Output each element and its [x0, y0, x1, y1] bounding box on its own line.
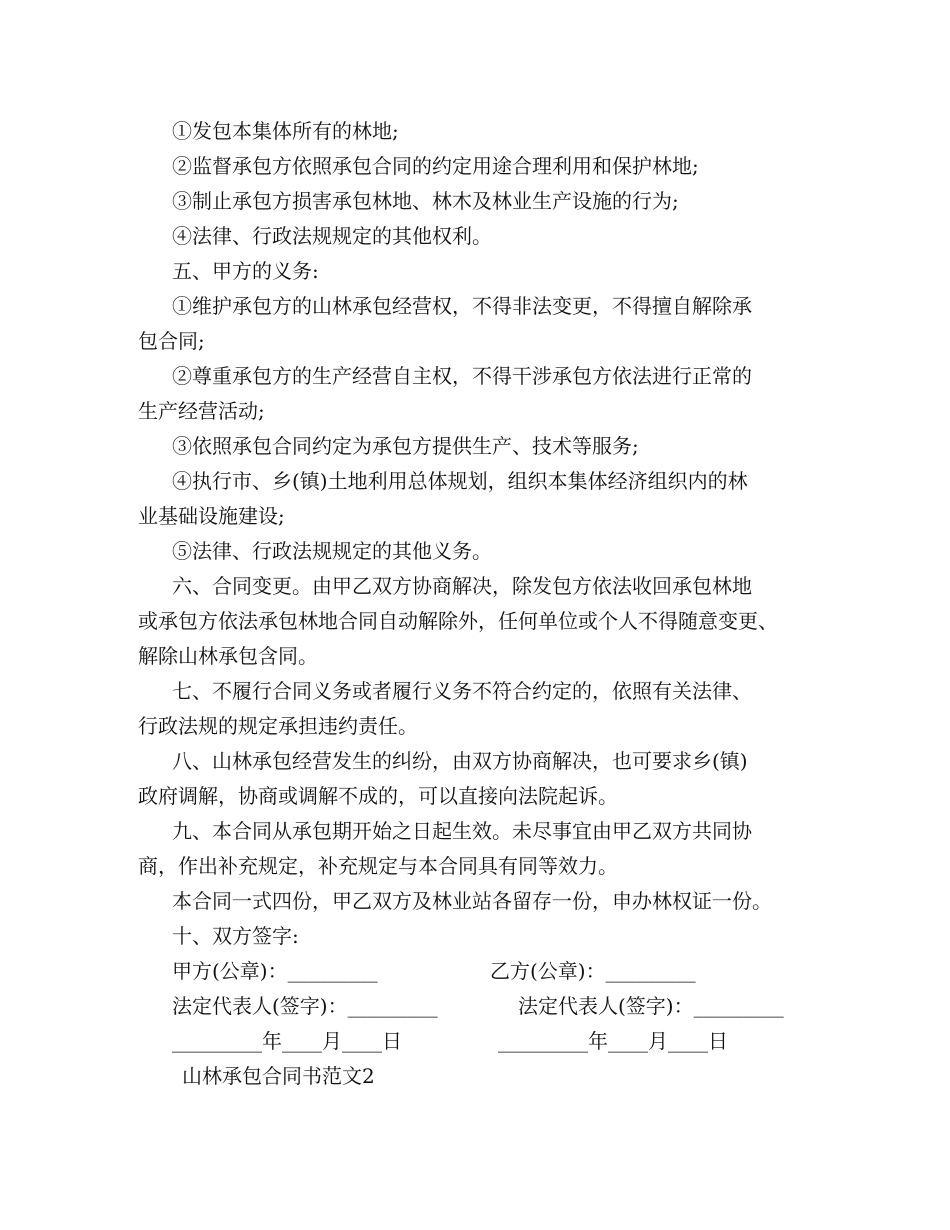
text-line: ④执行市、乡(镇)土地利用总体规划，组织本集体经济组织内的林 [172, 469, 748, 493]
text-line: ④法律、行政法规规定的其他权利。 [172, 224, 492, 248]
section-heading: 十、双方签字: [172, 924, 299, 948]
text-line: 本合同一式四份，甲乙双方及林业站各留存一份，申办林权证一份。 [172, 889, 772, 913]
text-line: 八、山林承包经营发生的纠纷，由双方协商解决，也可要求乡(镇) [172, 749, 748, 773]
party-a-representative-field: 法定代表人(签字)：_________ [172, 994, 438, 1018]
party-b-seal-field: 乙方(公章)：_________ [490, 959, 696, 983]
text-line: ⑤法律、行政法规规定的其他义务。 [172, 539, 492, 563]
text-line: 政府调解，协商或调解不成的，可以直接向法院起诉。 [138, 784, 618, 808]
section-heading: 五、甲方的义务: [172, 259, 319, 283]
text-line: ②尊重承包方的生产经营自主权，不得干涉承包方依法进行正常的 [172, 364, 752, 388]
party-a-seal-field: 甲方(公章)：_________ [172, 959, 378, 983]
next-document-heading: 山林承包合同书范文2 [182, 1064, 375, 1088]
text-line: 行政法规的规定承担违约责任。 [138, 714, 418, 738]
text-line: 商，作出补充规定，补充规定与本合同具有同等效力。 [138, 854, 618, 878]
text-line: ①维护承包方的山林承包经营权，不得非法变更，不得擅自解除承 [172, 294, 752, 318]
text-line: 六、合同变更。由甲乙双方协商解决，除发包方依法收回承包林地 [172, 574, 752, 598]
party-b-date-field: _________年____月____日 [498, 1029, 728, 1053]
text-line: 生产经营活动; [138, 399, 265, 423]
text-line: 九、本合同从承包期开始之日起生效。未尽事宜由甲乙双方共同协 [172, 819, 752, 843]
text-line: 七、不履行合同义务或者履行义务不符合约定的，依照有关法律、 [172, 679, 752, 703]
text-line: 或承包方依法承包林地合同自动解除外，任何单位或个人不得随意变更、 [138, 609, 778, 633]
party-b-representative-field: 法定代表人(签字)：_________ [518, 994, 784, 1018]
text-line: ①发包本集体所有的林地; [172, 119, 399, 143]
party-a-date-field: _________年____月____日 [172, 1029, 402, 1053]
text-line: 业基础设施建设; [138, 504, 285, 528]
text-line: ③制止承包方损害承包林地、林木及林业生产设施的行为; [172, 189, 679, 213]
text-line: ③依照承包合同约定为承包方提供生产、技术等服务; [172, 434, 639, 458]
text-line: ②监督承包方依照承包合同的约定用途合理利用和保护林地; [172, 154, 699, 178]
text-line: 解除山林承包含同。 [138, 644, 318, 668]
text-line: 包合同; [138, 329, 205, 353]
